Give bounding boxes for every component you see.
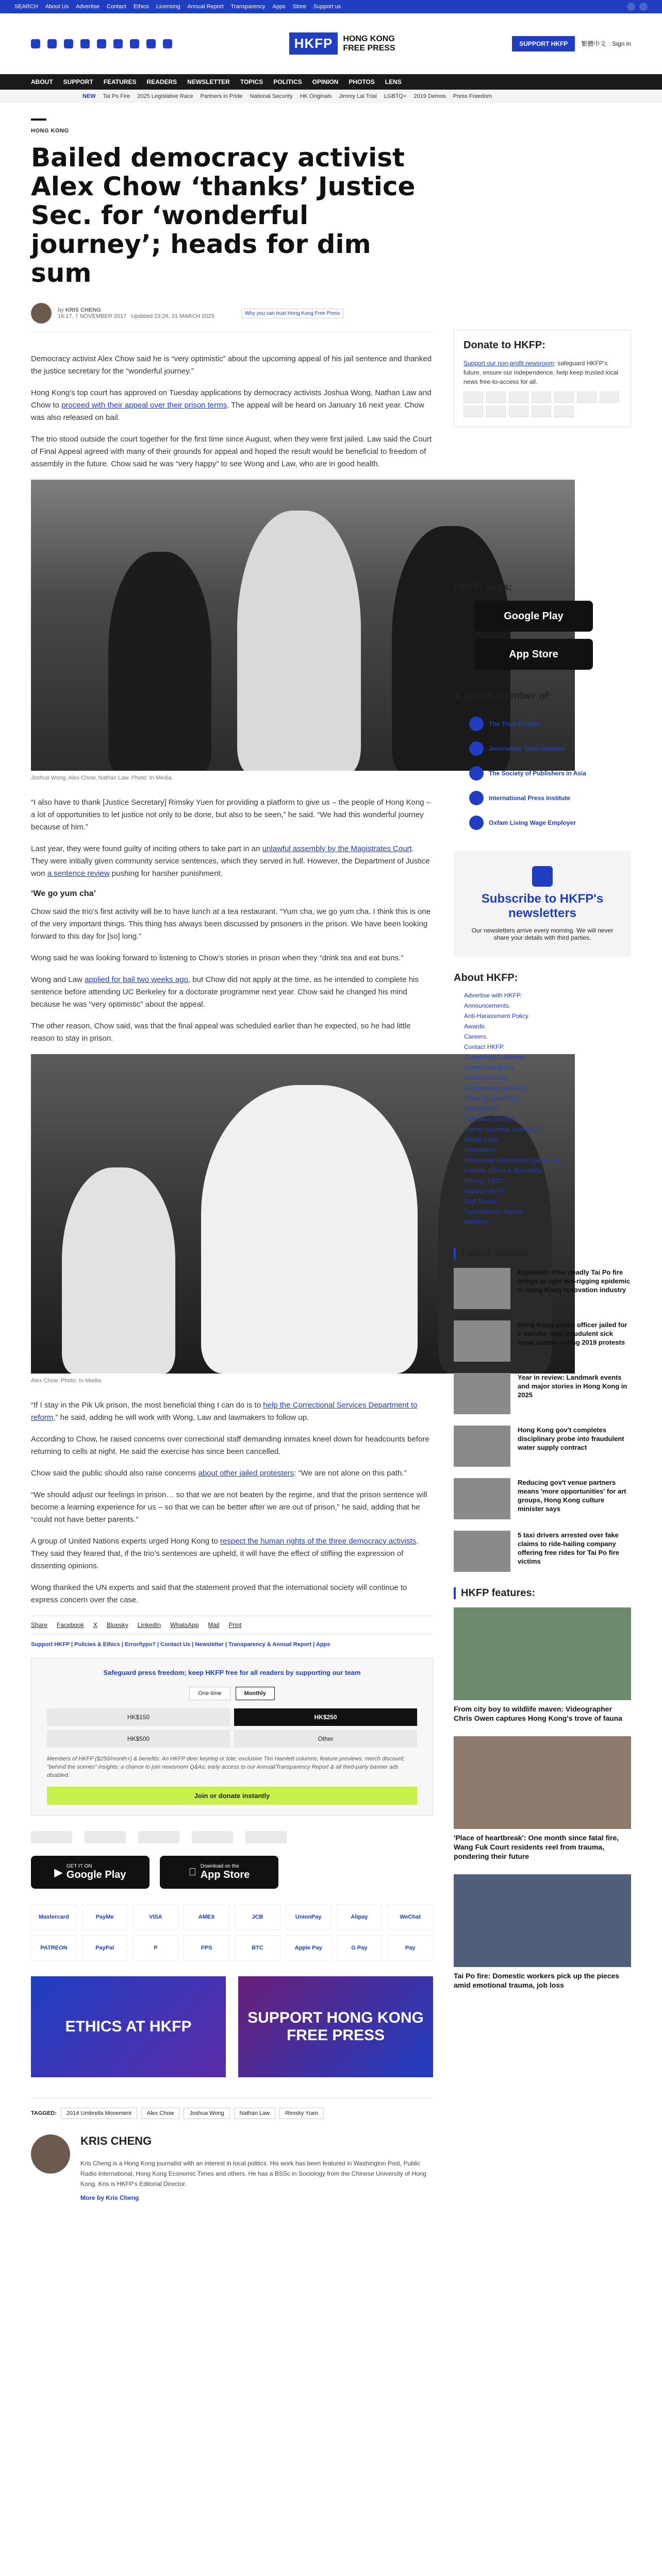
member-item[interactable]: The Society of Publishers in Asia [469, 761, 631, 786]
share-bluesky[interactable]: Bluesky [106, 1621, 128, 1629]
paragraph: “If I stay in the Pik Uk prison, the most beneficial thing I can do is to help the Correctional Services Department to reform,” he said, adding he will work with Wong, Law and lawmakers to follow up. [31, 1401, 418, 1422]
signin-link[interactable]: Sign in [612, 40, 631, 47]
about-item[interactable]: Advertise with HKFP. [464, 992, 522, 999]
paragraph: The other reason, Chow said, was that the final appeal was scheduled earlier than he expected, so he had little reason to stay in prison. [31, 1022, 411, 1043]
google-play-small: GET IT ON [66, 1863, 92, 1869]
feature-title[interactable]: From city boy to wildlife maven: Videographer Chris Owen captures Hong Kong's trove of fauna [454, 1705, 622, 1722]
payment-logo[interactable] [486, 406, 506, 417]
newsletter-note: Our newsletters arrive every morning. We will never share your details with third parties. [471, 927, 614, 941]
features-list [454, 1587, 631, 1990]
photo-caption: Joshua Wong, Alex Chow, Nathan Law. Photo: In-Media. [31, 775, 173, 781]
payment-logo[interactable]: FPS [184, 1935, 229, 1961]
payment-logo[interactable]: JCB [235, 1904, 280, 1930]
inline-link[interactable]: a sentence review [47, 869, 110, 878]
moon-icon[interactable] [627, 3, 635, 11]
story-item[interactable] [454, 1373, 631, 1414]
about-item[interactable]: Privacy, T&Cs. [464, 1177, 505, 1184]
newsletter-box[interactable] [454, 851, 631, 957]
article-body [31, 353, 433, 1606]
story-thumbnail[interactable] [454, 1268, 510, 1309]
living-wage-logo[interactable] [245, 1831, 287, 1843]
trust-project-logo[interactable] [31, 1831, 72, 1843]
payment-logo[interactable] [554, 392, 574, 403]
about-item[interactable]: Documentary on HKFP. [464, 1084, 529, 1092]
nav-item-readers[interactable]: READERS [146, 78, 177, 86]
paragraph: Wong and Law applied for bail two weeks ago, but Chow did not apply at the time, as he intended to complete his sentence before attending UC Berkeley for a doctorate programme next year. Chow said he changed his mind because he was “very optimistic” about the appeal. [31, 975, 419, 1009]
inline-link[interactable]: applied for bail two weeks ago [84, 975, 188, 984]
frequency-toggle [47, 1687, 417, 1700]
byline-prefix: by [58, 307, 64, 313]
donate-box [454, 330, 631, 427]
trending-new-label: NEW [82, 93, 96, 99]
about-item[interactable]: Announcements. [464, 1002, 511, 1009]
trending-item[interactable]: LGBTQ+ [384, 93, 407, 99]
inline-link[interactable]: unlawful assembly by the Magistrates Court [262, 844, 412, 853]
tag[interactable]: 2014 Umbrella Movement [61, 2108, 137, 2119]
about-item[interactable]: Newsletters. [464, 1146, 499, 1154]
topbar-item-apps[interactable]: Apps [272, 4, 286, 10]
sopa-logo[interactable] [138, 1831, 179, 1843]
author-box-avatar[interactable] [31, 2134, 70, 2174]
paragraph: “We should adjust our feelings in prison… so that we are not beaten by the regime, and that the prison sentence will become a learning experience for us – so that we can be better after we are out of prison,” he said, adding that he “could not have better parents.” [31, 1490, 427, 1524]
story-title[interactable]: Hong Kong police officer jailed for 6 months over fraudulent sick leave claims during 2019 protests [518, 1321, 627, 1346]
story-thumbnail[interactable] [454, 1426, 510, 1467]
payment-logo[interactable]: Apple Pay [286, 1935, 332, 1961]
payment-logo[interactable] [464, 406, 483, 417]
member-logo-icon [469, 791, 484, 805]
inline-link[interactable]: help the Correctional Services Department to reform [31, 1401, 418, 1422]
feature-image[interactable] [454, 1874, 631, 1967]
about-item[interactable]: Freelance Charter. [464, 1115, 516, 1123]
trending-item[interactable]: National Security [250, 93, 293, 99]
about-box [454, 972, 631, 1227]
about-item[interactable]: Corrections Policy. [464, 1064, 516, 1071]
trending-item[interactable]: 2025 Legislative Race [137, 93, 193, 99]
share-whatsapp[interactable]: WhatsApp [170, 1621, 199, 1629]
donate-link[interactable]: Support our non-profit newsroom [464, 360, 554, 367]
inline-link[interactable]: proceed with their appeal over their prison terms [61, 401, 227, 410]
app-store-button[interactable] [160, 1856, 278, 1889]
payment-logo[interactable] [532, 406, 551, 417]
about-item[interactable]: Policies, Ethics & Standards. [464, 1167, 543, 1174]
payment-logo[interactable]: Pay [387, 1935, 433, 1961]
donate-button[interactable]: Join or donate instantly [47, 1787, 417, 1805]
nav-item-opinion[interactable]: OPINION [312, 78, 339, 86]
trending-item[interactable]: HK Originals [300, 93, 332, 99]
updated-date: Updated 23:26, 31 MARCH 2025 [131, 313, 214, 319]
tag[interactable]: Alex Chow [141, 2108, 180, 2119]
support-banner[interactable]: SUPPORT HONG KONG FREE PRESS [238, 1976, 433, 2077]
article-title: Bailed democracy activist Alex Chow ‘thanks’ Justice Sec. for ‘wonderful journey’; heads for dim sum [31, 143, 416, 288]
story-item[interactable] [454, 1531, 631, 1572]
payment-logo[interactable] [509, 392, 528, 403]
about-item[interactable]: Contact HKFP. [464, 1043, 505, 1050]
logo-line-2: FREE PRESS [343, 43, 395, 53]
topbar-item-store[interactable]: Store [292, 4, 306, 10]
donate-widget [31, 1658, 433, 1816]
feature-image[interactable] [454, 1607, 631, 1700]
author-avatar[interactable] [31, 303, 52, 324]
mail-icon [532, 866, 553, 887]
member-title: A proud member of: [454, 690, 552, 702]
member-item[interactable]: Oxfam Living Wage Employer [469, 810, 631, 835]
nav-item-topics[interactable]: TOPICS [240, 78, 263, 86]
share-bar [31, 1616, 433, 1634]
payment-logo[interactable]: Mastercard [31, 1904, 77, 1930]
social-links [31, 39, 172, 48]
payment-logo[interactable] [600, 392, 619, 403]
feature-title[interactable]: 'Place of heartbreak': One month since fatal fire, Wang Fuk Court residents reel from trauma, pondering their future [454, 1834, 619, 1860]
app-store-label: App Store [196, 1869, 246, 1880]
topbar-item-contact[interactable]: Contact [106, 4, 126, 10]
bluesky-icon[interactable] [130, 39, 139, 48]
paragraph: Democracy activist Alex Chow said he is “very optimistic” about the upcoming appeal of his jail sentence and thanked the justice secretary for the “wonderful journey.” [31, 354, 432, 376]
trending-item[interactable]: Press Freedom [453, 93, 492, 99]
member-list [454, 711, 631, 835]
feature-item[interactable] [454, 1874, 631, 1990]
story-title[interactable]: 5 taxi drivers arrested over fake claims to ride-hailing company offering free rides for Tai Po fire victims [518, 1531, 619, 1565]
member-item[interactable]: International Press Institute [469, 786, 631, 810]
about-item[interactable]: Staff Roster. [464, 1198, 498, 1205]
site-logo[interactable] [289, 32, 395, 55]
google-play-button[interactable] [31, 1856, 150, 1889]
inline-link[interactable]: about other jailed protesters [198, 1469, 294, 1478]
share-x[interactable]: X [93, 1621, 97, 1629]
main-nav [0, 74, 662, 90]
amount-option-other[interactable]: Other [234, 1730, 417, 1748]
topbar-item-support[interactable]: Support us [313, 4, 341, 10]
about-item[interactable]: Deer Mascot. [464, 1105, 501, 1112]
author-bio: Kris Cheng is a Hong Kong journalist with an interest in local politics. His work has been featured in Washington Post, Public Radio International, Hong Kong Economic Times and others. He has a BSSc in Sociology from the Chinese University of Hong Kong. Kris is HKFP's Editorial Director. [80, 2160, 427, 2188]
payment-logo[interactable]: AMEX [184, 1904, 229, 1930]
member-logo-icon [469, 766, 484, 781]
jti-logo[interactable] [85, 1831, 126, 1843]
member-logo-icon [469, 741, 484, 756]
features-title: HKFP features: [454, 1587, 631, 1599]
sidebar-app-store-button[interactable]: App Store [474, 639, 593, 670]
latest-title: Latest stories: [454, 1248, 631, 1260]
amount-option[interactable]: HK$150 [47, 1708, 230, 1726]
logo-text [343, 35, 395, 53]
sidebar-google-play-button[interactable]: Google Play [474, 601, 593, 632]
logo-mark: HKFP [289, 32, 338, 55]
freq-monthly[interactable]: Monthly [236, 1687, 275, 1700]
share-mail[interactable]: Mail [208, 1621, 220, 1629]
trending-bar [0, 90, 662, 103]
story-thumbnail[interactable] [454, 1320, 510, 1362]
tag[interactable]: Nathan Law [234, 2108, 276, 2119]
article [31, 118, 433, 2201]
nav-item-politics[interactable]: POLITICS [273, 78, 302, 86]
story-item[interactable] [454, 1478, 631, 1519]
donate-text: Support our non-profit newsroom: safeguard HKFP's future, ensure our independence, help keep trusted local news free-to-access for all. [464, 360, 619, 385]
trust-badges [31, 1831, 433, 1843]
tag[interactable]: Rimsky Yuen [279, 2108, 324, 2119]
whatsapp-icon[interactable] [146, 39, 156, 48]
site-header [0, 13, 662, 74]
apple-icon [189, 1867, 196, 1878]
topbar-item-licensing[interactable]: Licensing [156, 4, 180, 10]
trending-item[interactable]: 2019 Demos [413, 93, 446, 99]
trust-badge[interactable]: Why you can trust Hong Kong Free Press [241, 309, 344, 318]
promo-banners [31, 1976, 433, 2077]
tag[interactable]: Joshua Wong [184, 2108, 229, 2119]
photo-caption: Alex Chow. Photo: In-Media. [31, 1378, 103, 1384]
paragraph: Wong thanked the UN experts and said that the statement proved that the international society will continue to express concern over the case. [31, 1583, 407, 1604]
paragraph: Wong said he was looking forward to listening to Chow’s stories in prison when they “drink tea and eat buns.” [31, 954, 404, 962]
payment-logo[interactable]: G Pay [337, 1935, 383, 1961]
about-item[interactable]: Mobile Apps. [464, 1136, 500, 1143]
about-item[interactable]: Corrections Log. [464, 1074, 510, 1081]
payment-logo-strip [464, 392, 621, 417]
feature-item[interactable] [454, 1607, 631, 1723]
apps-title: HKFP apps: [454, 582, 512, 593]
nav-item-features[interactable]: FEATURES [103, 78, 137, 86]
payment-logo[interactable]: WeChat [387, 1904, 433, 1930]
about-item[interactable]: Weather. [464, 1218, 489, 1226]
google-play-label: Google Play [66, 1869, 126, 1880]
about-item[interactable]: Donor Support FAQ. [464, 1095, 520, 1102]
payment-logo[interactable]: P [133, 1935, 179, 1961]
share-linkedin[interactable]: LinkedIn [137, 1621, 161, 1629]
amount-option-selected[interactable]: HK$250 [234, 1708, 417, 1726]
paragraph: Last year, they were found guilty of inciting others to take part in an unlawful assembly by the Magistrates Court. They were initially given community service sentences, which they served in full. However, the Department of Justice won a sentence review pushing for harsher punishment. [31, 844, 430, 878]
paragraph: According to Chow, he raised concerns over correctional staff demanding inmates kneel down for headcounts before returning to cells at night. He said the exercise has since been cancelled. [31, 1435, 429, 1456]
payment-logo[interactable] [554, 406, 574, 417]
nav-item-support[interactable]: SUPPORT [63, 78, 93, 86]
trending-item[interactable]: Jimmy Lai Trial [339, 93, 377, 99]
payment-logo[interactable]: UnionPay [286, 1904, 332, 1930]
story-thumbnail[interactable] [454, 1373, 510, 1414]
logo-line-1: HONG KONG [343, 34, 395, 43]
sidebar [454, 330, 631, 2003]
payment-logo[interactable] [509, 406, 528, 417]
about-title: About HKFP: [454, 972, 518, 984]
story-thumbnail[interactable] [454, 1531, 510, 1572]
payment-logo[interactable] [577, 392, 597, 403]
amount-options [47, 1708, 417, 1748]
instagram-icon[interactable] [64, 39, 73, 48]
user-icon[interactable] [639, 3, 648, 11]
about-item[interactable]: Support HKFP. [464, 1188, 505, 1195]
paragraph: Hong Kong’s top court has approved on Tuesday applications by democracy activists Joshua Wong, Nathan Law and Chow to proceed with their appeal over their prison terms. The appeal will be heard on January 16 next year. Chow was also released on bail. [31, 388, 432, 422]
member-item[interactable]: The Trust Project [469, 711, 631, 736]
x-icon[interactable] [47, 39, 57, 48]
topbar-item-ethics[interactable]: Ethics [133, 4, 149, 10]
about-item[interactable]: Awards. [464, 1023, 487, 1030]
author-name[interactable]: KRIS CHENG [65, 307, 101, 313]
trending-item[interactable]: Tai Po Fire [103, 93, 130, 99]
section-dash [31, 118, 46, 121]
about-item[interactable]: Anti-Harassment Policy. [464, 1012, 530, 1020]
paragraph: Chow said the public should also raise concerns about other jailed protesters: “We are not alone on this path.” [31, 1469, 407, 1478]
payment-logo[interactable]: BTC [235, 1935, 280, 1961]
feature-item[interactable] [454, 1736, 631, 1861]
donate-title: Donate to HKFP: [464, 340, 545, 351]
tags-label: TAGGED: [31, 2110, 57, 2116]
amount-option[interactable]: HK$500 [47, 1730, 230, 1748]
utility-bar [0, 0, 662, 13]
topbar-item-search[interactable]: SEARCH [14, 4, 38, 10]
membership-note: Members of HKFP ($250/month+) & benefits: An HKFP deer keyring or tote; exclusive Tim Hamlett columns; feature previews; merch discount; “behind the scenes” insights; a chance to join newsroom Q&As; early access to our Annual/Transparency Report & all third-party banner ads disabled. [47, 1756, 405, 1778]
member-item[interactable]: Journalism Trust Initiative [469, 736, 631, 761]
subheading: ‘We go yum cha’ [31, 889, 96, 898]
facebook-icon[interactable] [31, 39, 40, 48]
paragraph: Chow said the trio’s first activity will be to have lunch at a tea restaurant. “Yum cha, we go yum cha. I think this is one of the very important things. This thing has always been discussed by prisoners in the prison. We have been looking forward to this day for [so] long.” [31, 907, 431, 941]
byline [31, 303, 433, 332]
app-store-small: Download on the [196, 1863, 236, 1869]
share-facebook[interactable]: Facebook [57, 1621, 84, 1629]
author-box-name[interactable]: KRIS CHENG [80, 2134, 152, 2147]
story-item[interactable] [454, 1426, 631, 1467]
about-item[interactable]: Careers. [464, 1033, 488, 1040]
threads-icon[interactable] [80, 39, 90, 48]
member-logo-icon [469, 717, 484, 731]
feature-image[interactable] [454, 1736, 631, 1829]
payment-logo[interactable]: PayMe [82, 1904, 128, 1930]
about-item[interactable]: Human-powered Journalism. [464, 1126, 543, 1133]
story-title[interactable]: Explainer: How deadly Tai Po fire brings to light bid-rigging epidemic in Hong Kong renovation industry [518, 1268, 631, 1294]
member-logo-icon [469, 816, 484, 830]
story-thumbnail[interactable] [454, 1478, 510, 1519]
about-item[interactable]: Community Guidelines. [464, 1054, 528, 1061]
inline-link[interactable]: respect the human rights of the three democracy activists [220, 1537, 417, 1546]
share-print[interactable]: Print [228, 1621, 242, 1629]
payment-logo[interactable]: PATREON [31, 1935, 77, 1961]
ipi-logo[interactable] [192, 1831, 233, 1843]
story-item[interactable] [454, 1320, 631, 1362]
about-item[interactable]: Transparency Report. [464, 1208, 524, 1215]
trending-item[interactable]: Partners in Pride [200, 93, 243, 99]
paragraph: “I also have to thank [Justice Secretary] Rimsky Yuen for providing a platform to give us – the people of Hong Kong – a lot of opportunities to let justice not only to be done, but also to be seen,” he said. “We had this wonderful journey because of him.” [31, 798, 431, 832]
publish-date: 16:17, 7 NOVEMBER 2017 [58, 313, 127, 319]
telegram-icon[interactable] [113, 39, 123, 48]
about-item[interactable]: Newspaper Registration (periodical). [464, 1157, 565, 1164]
nav-item-newsletter[interactable]: NEWSLETTER [187, 78, 230, 86]
donate-headline: Safeguard press freedom; keep HKFP free for all readers by supporting our team [103, 1669, 361, 1676]
paragraph: A group of United Nations experts urged Hong Kong to respect the human rights of the three democracy activists. They said they feared that, if the trio’s sentences are upheld, it will have the effect of stifling the expression of dissenting opinions. [31, 1537, 419, 1570]
more-by-author-link[interactable]: More by Kris Cheng [80, 2194, 139, 2201]
rss-icon[interactable] [163, 39, 172, 48]
payment-logo[interactable]: PayPal [82, 1935, 128, 1961]
section-label[interactable]: HONG KONG [31, 128, 69, 134]
story-item[interactable] [454, 1268, 631, 1309]
footer-links-row[interactable]: Support HKFP | Policies & Ethics | Error/typo? | Contact Us | Newsletter | Transparency & Annual Report | Apps [31, 1641, 330, 1648]
nav-item-photos[interactable]: PHOTOS [349, 78, 375, 86]
nav-item-about[interactable]: ABOUT [31, 78, 53, 86]
support-button[interactable]: SUPPORT HKFP [512, 36, 575, 52]
nav-item-lens[interactable]: LENS [385, 78, 402, 86]
story-title[interactable]: Hong Kong gov't completes disciplinary probe into fraudulent water supply contract [518, 1426, 624, 1451]
author-box [31, 2134, 433, 2201]
youtube-icon[interactable] [97, 39, 106, 48]
payment-logo[interactable]: VISA [133, 1904, 179, 1930]
tag-list [31, 2098, 433, 2119]
newsletter-title: Subscribe to HKFP's newsletters [481, 892, 604, 920]
paragraph: The trio stood outside the court together for the first time since August, when they were first jailed. Law said the Court of Final Appeal agreed with many of their grounds for appeal and hoped the result would be beneficial to freedom of assembly in the future. Chow said he was “very happy” to see Wong and Law, who are in good health. [31, 435, 432, 468]
share-label: Share [31, 1621, 48, 1629]
feature-title[interactable]: Tai Po fire: Domestic workers pick up the pieces amid emotional trauma, job loss [454, 1972, 620, 1989]
topbar-item-transparency[interactable]: Transparency [230, 4, 266, 10]
ethics-banner[interactable]: ETHICS AT HKFP [31, 1976, 226, 2077]
payment-logo[interactable] [532, 392, 551, 403]
topbar-item-advertise[interactable]: Advertise [76, 4, 100, 10]
story-title[interactable]: Reducing gov't venue partners means 'more opportunities' for art groups, Hong Kong culture minister says [518, 1479, 626, 1513]
about-list [454, 990, 631, 1227]
app-store-buttons [31, 1856, 433, 1889]
payment-logo[interactable]: Alipay [337, 1904, 383, 1930]
payment-logo[interactable] [486, 392, 506, 403]
language-link[interactable]: 繁體中文 [581, 40, 606, 47]
payment-logo[interactable] [464, 392, 483, 403]
freq-one-time[interactable]: One-time [189, 1687, 230, 1700]
payment-methods [31, 1904, 433, 1961]
story-title[interactable]: Year in review: Landmark events and major stories in Hong Kong in 2025 [518, 1374, 627, 1399]
topbar-item-about[interactable]: About Us [45, 4, 69, 10]
latest-stories [454, 1248, 631, 1572]
topbar-item-annual-report[interactable]: Annual Report [187, 4, 224, 10]
play-icon: ▶ [54, 1867, 62, 1878]
